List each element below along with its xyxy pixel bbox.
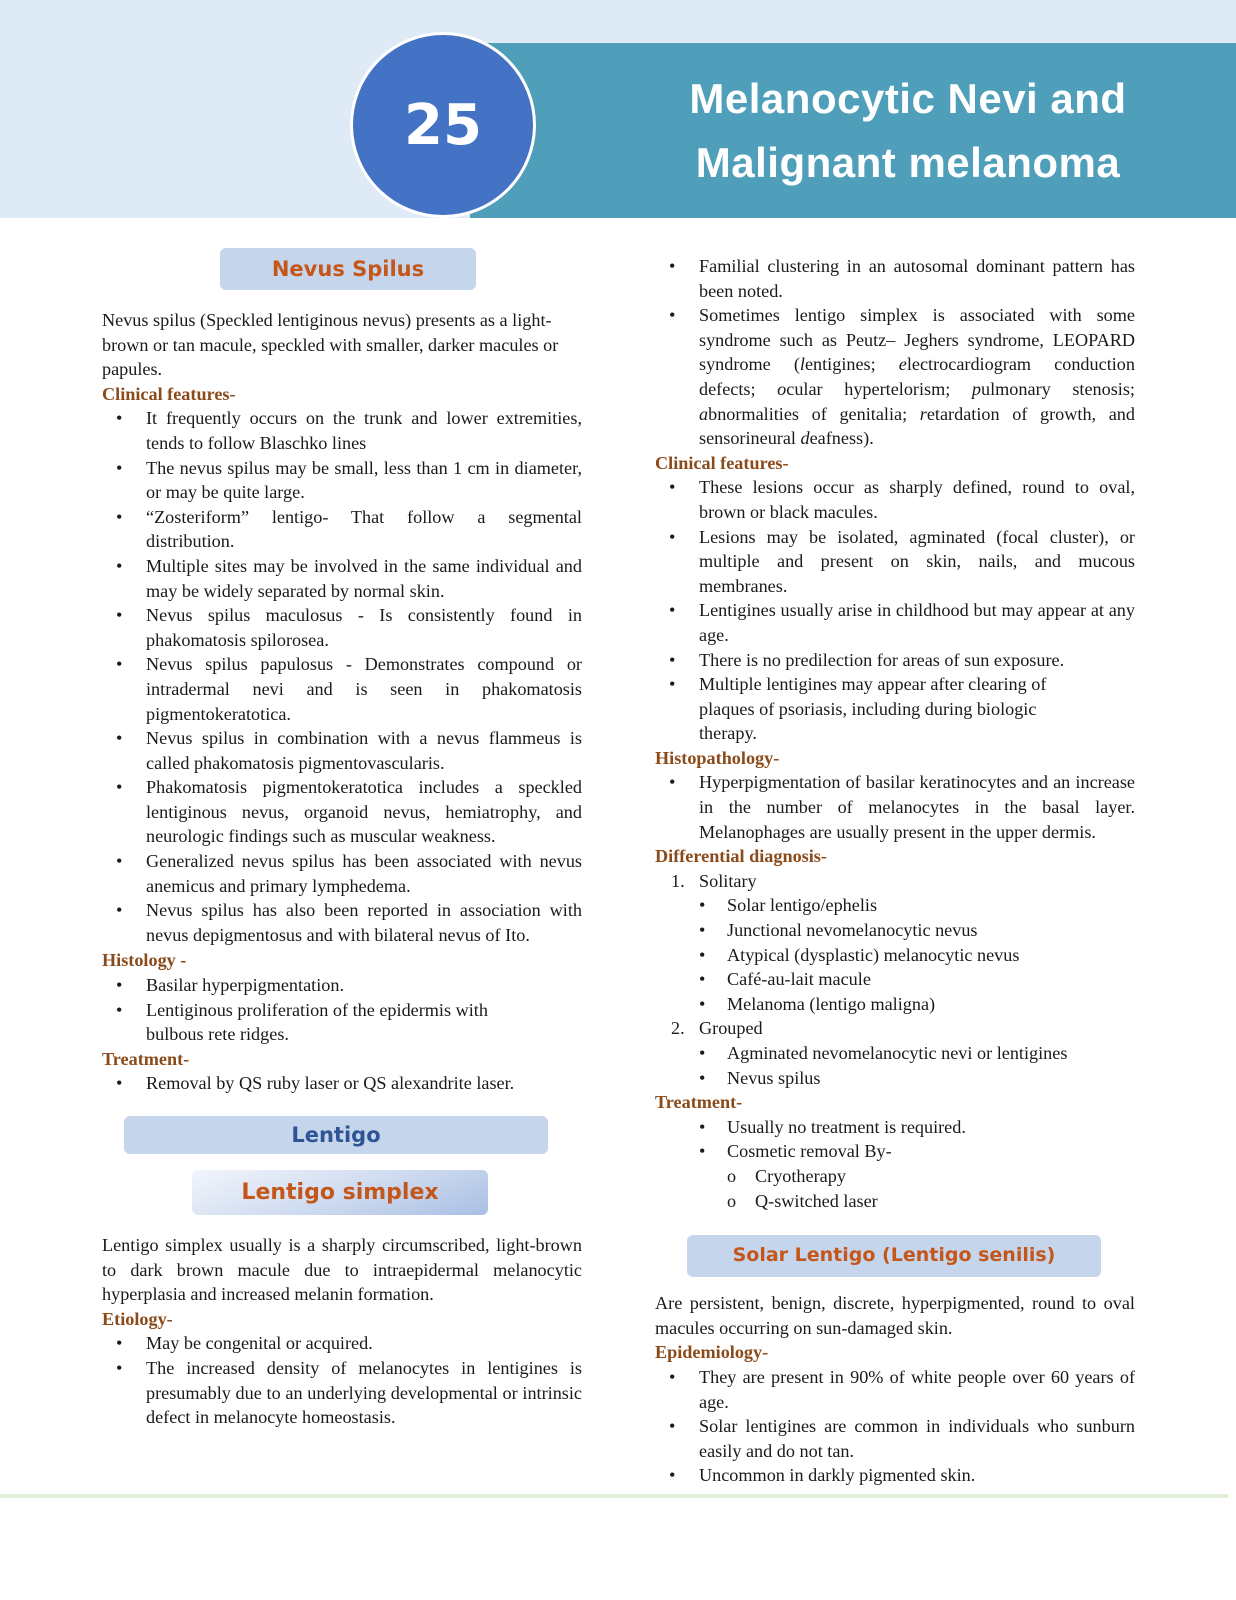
leopard-text: entigines; bbox=[804, 354, 899, 375]
leopard-letter: a bbox=[699, 403, 709, 424]
clinical-features-list bbox=[102, 406, 582, 947]
section-banner-nevus-spilus: Nevus Spilus bbox=[220, 248, 476, 290]
etiology-list-continued bbox=[655, 254, 1135, 451]
list-item: • Cosmetic removal By- bbox=[655, 1139, 1135, 1164]
leopard-letter: e bbox=[898, 354, 907, 375]
list-item: • Generalized nevus spilus has been associated with nevus anemicus and primary lymphedema. bbox=[102, 849, 582, 898]
histology-list bbox=[102, 973, 582, 1047]
heading-epidemiology: Epidemiology- bbox=[655, 1342, 769, 1363]
list-item: • The increased density of melanocytes in lentigines is presumably due to an underlying developmental or intrinsic defect in melanocyte homeostasis. bbox=[102, 1356, 582, 1430]
list-item: • Agminated nevomelanocytic nevi or lentigines bbox=[655, 1041, 1135, 1066]
leopard-text: eafness). bbox=[809, 428, 874, 449]
leopard-letter: l bbox=[799, 354, 805, 375]
list-item: • Phakomatosis pigmentokeratotica includes a speckled lentiginous nevus, organoid nevus, hemiatrophy, and neurologic findings such as muscular weakness. bbox=[102, 775, 582, 849]
leopard-text: lectrocardiogram conduction defects; bbox=[699, 354, 1135, 399]
leopard-text: etardation of growth, and sensorineural bbox=[699, 403, 1135, 449]
list-item: • Multiple lentigines may appear after clearing of plaques of psoriasis, including during biologic therapy. bbox=[655, 672, 1135, 746]
list-item: • Café-au-lait macule bbox=[655, 967, 1135, 992]
list-item: • Junctional nevomelanocytic nevus bbox=[655, 918, 1135, 943]
chapter-title-line-2: Malignant melanoma bbox=[695, 138, 1121, 186]
list-item: • Atypical (dysplastic) melanocytic nevus bbox=[655, 943, 1135, 968]
list-item: • Solar lentigines are common in individuals who sunburn easily and do not tan. bbox=[655, 1414, 1135, 1463]
list-item: o Cryotherapy bbox=[655, 1164, 1135, 1189]
list-item: • Lesions may be isolated, agminated (focal cluster), or multiple and present on skin, nails, and mucous membranes. bbox=[655, 525, 1135, 599]
list-item: • Multiple sites may be involved in the same individual and may be widely separated by normal skin. bbox=[102, 554, 582, 603]
differential-diagnosis-list bbox=[655, 869, 1135, 1090]
list-item: • Familial clustering in an autosomal dominant pattern has been noted. bbox=[655, 254, 1135, 303]
leopard-letter: p bbox=[971, 378, 982, 399]
etiology-list bbox=[102, 1331, 582, 1429]
right-column bbox=[655, 248, 1135, 1488]
lentigo-treatment-list bbox=[655, 1115, 1135, 1213]
ddx-group-label: Solitary bbox=[699, 870, 757, 891]
heading-differential-diagnosis: Differential diagnosis- bbox=[655, 846, 827, 867]
left-column bbox=[102, 248, 582, 1430]
ddx-number: 1. bbox=[671, 870, 685, 891]
heading-clinical-features-lentigo: Clinical features- bbox=[655, 452, 789, 473]
list-item: • “Zosteriform” lentigo- That follow a segmental distribution. bbox=[102, 505, 582, 554]
leopard-letter: d bbox=[800, 428, 810, 449]
heading-histology: Histology - bbox=[102, 950, 187, 971]
list-item: • Nevus spilus has also been reported in association with nevus depigmentosus and with bilateral nevus of Ito. bbox=[102, 898, 582, 947]
leopard-text: bnormalities of genitalia; bbox=[708, 403, 920, 424]
section-banner-lentigo: Lentigo bbox=[124, 1116, 548, 1154]
list-item: • Nevus spilus papulosus - Demonstrates compound or intradermal nevi and is seen in phakomatosis pigmentokeratotica. bbox=[102, 652, 582, 726]
leopard-text: cular hypertelorism; bbox=[786, 378, 972, 399]
nevus-spilus-intro: Nevus spilus (Speckled lentiginous nevus) presents as a light-brown or tan macule, speckled with smaller, darker macules or papules. bbox=[102, 310, 559, 380]
heading-treatment: Treatment- bbox=[102, 1048, 190, 1069]
footer-divider bbox=[0, 1494, 1228, 1498]
list-item: • Nevus spilus in combination with a nevus flammeus is called phakomatosis pigmentovascularis. bbox=[102, 726, 582, 775]
section-banner-solar-lentigo: Solar Lentigo (Lentigo senilis) bbox=[687, 1235, 1101, 1277]
list-item-syndromes bbox=[655, 303, 1135, 451]
epidemiology-list bbox=[655, 1365, 1135, 1488]
histopathology-list bbox=[655, 770, 1135, 844]
list-item: • There is no predilection for areas of sun exposure. bbox=[655, 648, 1135, 673]
leopard-letter: r bbox=[919, 403, 927, 424]
list-item: • It frequently occurs on the trunk and lower extremities, tends to follow Blaschko lines bbox=[102, 406, 582, 455]
heading-treatment-lentigo: Treatment- bbox=[655, 1092, 743, 1113]
solar-lentigo-intro: Are persistent, benign, discrete, hyperpigmented, round to oval macules occurring on sun-damaged skin. bbox=[655, 1293, 1135, 1338]
ddx-group-solitary bbox=[655, 869, 1135, 894]
list-item: • Nevus spilus maculosus - Is consistently found in phakomatosis spilorosea. bbox=[102, 603, 582, 652]
chapter-title bbox=[470, 43, 1236, 218]
list-item: • The nevus spilus may be small, less than 1 cm in diameter, or may be quite large. bbox=[102, 456, 582, 505]
treatment-list bbox=[102, 1071, 582, 1096]
ddx-number: 2. bbox=[671, 1018, 685, 1039]
lentigo-simplex-intro: Lentigo simplex usually is a sharply circumscribed, light-brown to dark brown macule due to intraepidermal melanocytic hyperplasia and increased melanin formation. bbox=[102, 1235, 582, 1305]
lentigo-clinical-list bbox=[655, 475, 1135, 746]
list-item: • Lentigines usually arise in childhood but may appear at any age. bbox=[655, 598, 1135, 647]
list-item: • Melanoma (lentigo maligna) bbox=[655, 992, 1135, 1017]
list-item: • Removal by QS ruby laser or QS alexandrite laser. bbox=[102, 1071, 582, 1096]
list-item: • Nevus spilus bbox=[655, 1066, 1135, 1091]
list-item: • Solar lentigo/ephelis bbox=[655, 893, 1135, 918]
list-item: • May be congenital or acquired. bbox=[102, 1331, 582, 1356]
list-item: • Lentiginous proliferation of the epidermis with bulbous rete ridges. bbox=[102, 998, 582, 1047]
chapter-title-line-1: Melanocytic Nevi and bbox=[689, 74, 1127, 122]
heading-histopathology: Histopathology- bbox=[655, 747, 780, 768]
ddx-group-grouped bbox=[655, 1016, 1135, 1041]
list-item: • They are present in 90% of white people over 60 years of age. bbox=[655, 1365, 1135, 1414]
leopard-letter: o bbox=[777, 378, 787, 399]
ddx-group-label: Grouped bbox=[699, 1018, 763, 1039]
list-item: • Usually no treatment is required. bbox=[655, 1115, 1135, 1140]
list-item: • These lesions occur as sharply defined, round to oval, brown or black macules. bbox=[655, 475, 1135, 524]
list-item: • Hyperpigmentation of basilar keratinocytes and an increase in the number of melanocytes in the basal layer. Melanophages are usually present in the upper dermis. bbox=[655, 770, 1135, 844]
heading-clinical-features: Clinical features- bbox=[102, 383, 236, 404]
list-item: • Uncommon in darkly pigmented skin. bbox=[655, 1463, 1135, 1488]
heading-etiology: Etiology- bbox=[102, 1308, 173, 1329]
syndrome-text-prefix: Sometimes lentigo simplex is associated with some syndrome such as Peutz– Jeghers syndrome, LEOPARD syndrome ( bbox=[699, 305, 1135, 375]
leopard-text: ulmonary stenosis; bbox=[981, 378, 1135, 399]
list-item: • Basilar hyperpigmentation. bbox=[102, 973, 582, 998]
section-banner-lentigo-simplex: Lentigo simplex bbox=[192, 1170, 488, 1215]
list-item: o Q-switched laser bbox=[655, 1189, 1135, 1214]
chapter-number-badge: 25 bbox=[350, 32, 536, 218]
